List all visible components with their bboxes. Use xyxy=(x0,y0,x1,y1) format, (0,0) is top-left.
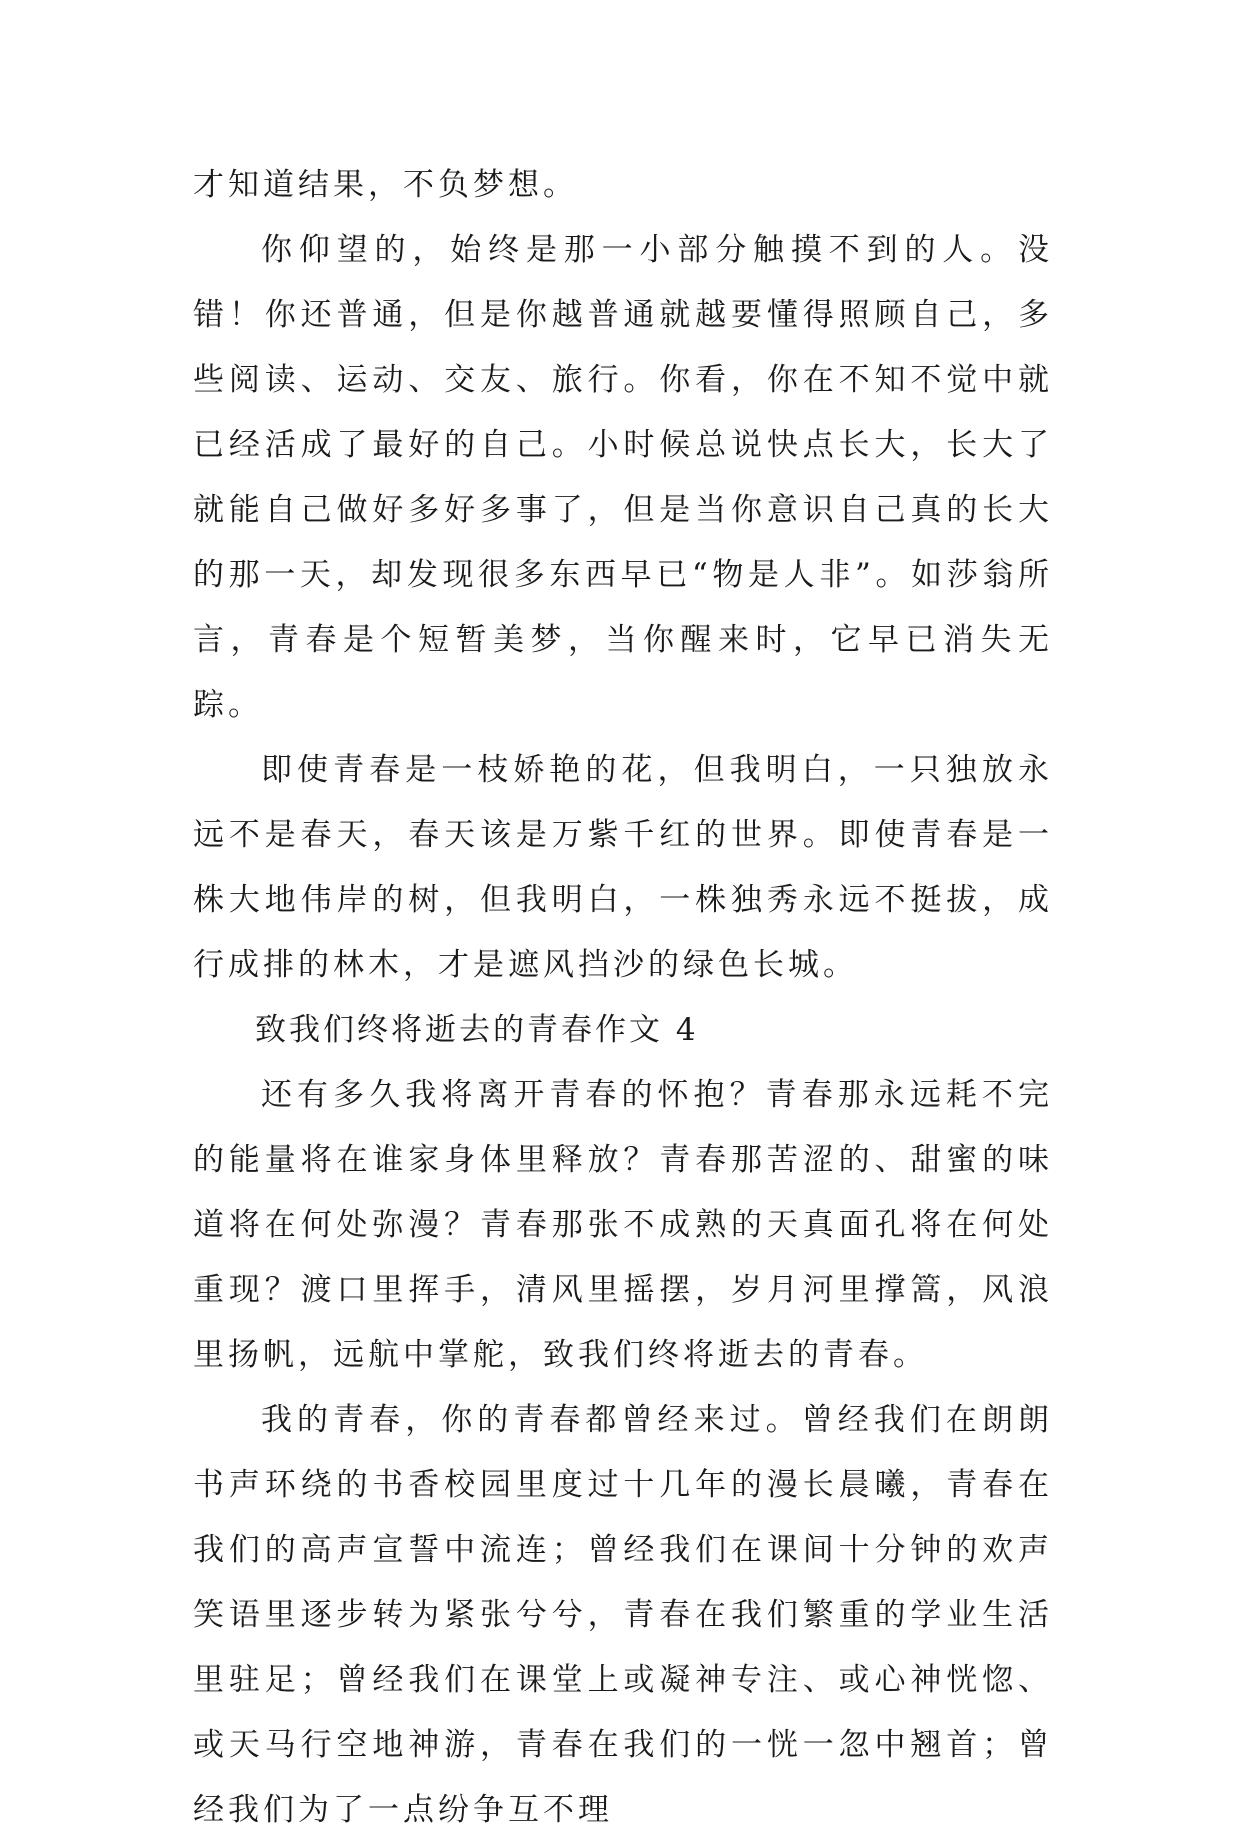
paragraph-continuation: 才知道结果，不负梦想。 xyxy=(193,167,578,203)
paragraph: 我的青春，你的青春都曾经来过。曾经我们在朗朗书声环绕的书香校园里度过十几年的漫长晨曦，青春在我们的高声宣誓中流连；曾经我们在课间十分钟的欢声笑语里逐步转为紧张兮兮，青春在我们繁重的学业生活里驻足；曾经我们在课堂上或凝神专注、或心神恍惚、或天马行空地神游，青春在我们的一恍一忽中翘首；曾经我们为了一点纷争互不理 xyxy=(193,1402,1053,1828)
paragraph: 你仰望的，始终是那一小部分触摸不到的人。没错！你还普通，但是你越普通就越要懂得照顾自己，多些阅读、运动、交友、旅行。你看，你在不知不觉中就已经活成了最好的自己。小时候总说快点长大，长大了就能自己做好多好多事了，但是当你意识自己真的长大的那一天，却发现很多东西早已“物是人非”。如莎翁所言，青春是个短暂美梦，当你醒来时，它早已消失无踪。 xyxy=(193,232,1053,723)
paragraph: 即使青春是一枝娇艳的花，但我明白，一只独放永远不是春天，春天该是万紫千红的世界。即使青春是一株大地伟岸的树，但我明白，一株独秀永远不挺拔，成行成排的林木，才是遮风挡沙的绿色长城。 xyxy=(193,752,1053,983)
section-heading: 致我们终将逝去的青春作文 4 xyxy=(255,1012,699,1048)
paragraph: 还有多久我将离开青春的怀抱？青春那永远耗不完的能量将在谁家身体里释放？青春那苦涩的、甜蜜的味道将在何处弥漫？青春那张不成熟的天真面孔将在何处重现？渡口里挥手，清风里摇摆，岁月河里撑篙，风浪里扬帆，远航中掌舵，致我们终将逝去的青春。 xyxy=(193,1077,1053,1373)
document-body xyxy=(193,153,1053,1843)
